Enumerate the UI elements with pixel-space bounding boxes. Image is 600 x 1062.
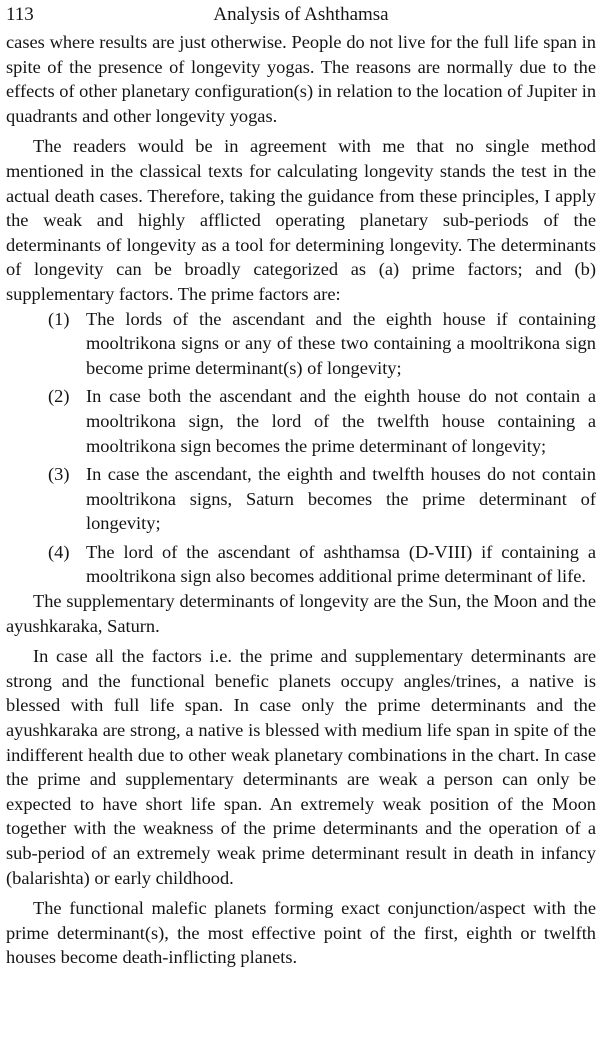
list-item	[6, 540, 596, 589]
list-item-text: The lords of the ascendant and the eighth house if containing mooltrikona signs or any of these two containing a mooltrikona sign become prime determinant(s) of longevity;	[86, 308, 596, 378]
prime-factors-list	[6, 307, 596, 590]
paragraph-continuation: cases where results are just otherwise. People do not live for the full life span in spite of the presence of longevity yogas. The reasons are normally due to the effects of other planetary configuration(s) in relation to the location of Jupiter in quadrants and other longevity yogas.	[6, 32, 597, 126]
list-item-number: (2)	[48, 386, 70, 407]
page-header	[6, 0, 596, 30]
paragraph-determinants-intro: The readers would be in agreement with me that no single method mentioned in the classical texts for calculating longevity stands the test in the actual death cases. Therefore, taking the guidance from these principles, I apply the weak and highly afflicted operating planetary sub-periods of the determinants of longevity as a tool for determining longevity. The determinants of longevity can be broadly categorized as (a) prime factors; and (b) supplementary factors. The prime factors are:	[6, 136, 596, 304]
body-text	[6, 30, 596, 970]
list-item-number: (3)	[48, 464, 70, 485]
list-item-number: (4)	[48, 541, 70, 562]
paragraph-supplementary: The supplementary determinants of longevity are the Sun, the Moon and the ayushkaraka, Saturn.	[6, 591, 596, 636]
list-item-number: (1)	[48, 308, 70, 329]
list-item	[6, 384, 596, 458]
list-item	[6, 462, 596, 536]
list-item-text: In case the ascendant, the eighth and twelfth houses do not contain mooltrikona signs, Saturn becomes the prime determinant of longevity;	[86, 464, 596, 534]
list-item	[6, 307, 596, 381]
list-item-text: In case both the ascendant and the eighth house do not contain a mooltrikona sign, the lord of the twelfth house containing a mooltrikona sign becomes the prime determinant of longevity;	[86, 386, 596, 456]
book-page	[6, 0, 596, 970]
paragraph-death-inflicting: The functional malefic planets forming exact conjunction/aspect with the prime determinant(s), the most effective point of the first, eighth or twelfth houses become death-inflicting planets.	[6, 898, 596, 968]
paragraph-life-span: In case all the factors i.e. the prime and supplementary determinants are strong and the functional benefic planets occupy angles/trines, a native is blessed with full life span. In case only the prime determinants and the ayushkaraka are strong, a native is blessed with medium life span in spite of the indifferent health due to other weak planetary combinations in the chart. In case the prime and supplementary determinants are weak a person can only be expected to have short life span. An extremely weak position of the Moon together with the weakness of the prime determinants and the operation of a sub-period of an extremely weak prime determinant result in death in infancy (balarishta) or early childhood.	[6, 646, 596, 888]
running-title: Analysis of Ashthamsa	[213, 4, 389, 25]
page-number: 113	[6, 4, 34, 25]
list-item-text: The lord of the ascendant of ashthamsa (D-VIII) if containing a mooltrikona sign also becomes additional prime determinant of life.	[86, 541, 596, 587]
